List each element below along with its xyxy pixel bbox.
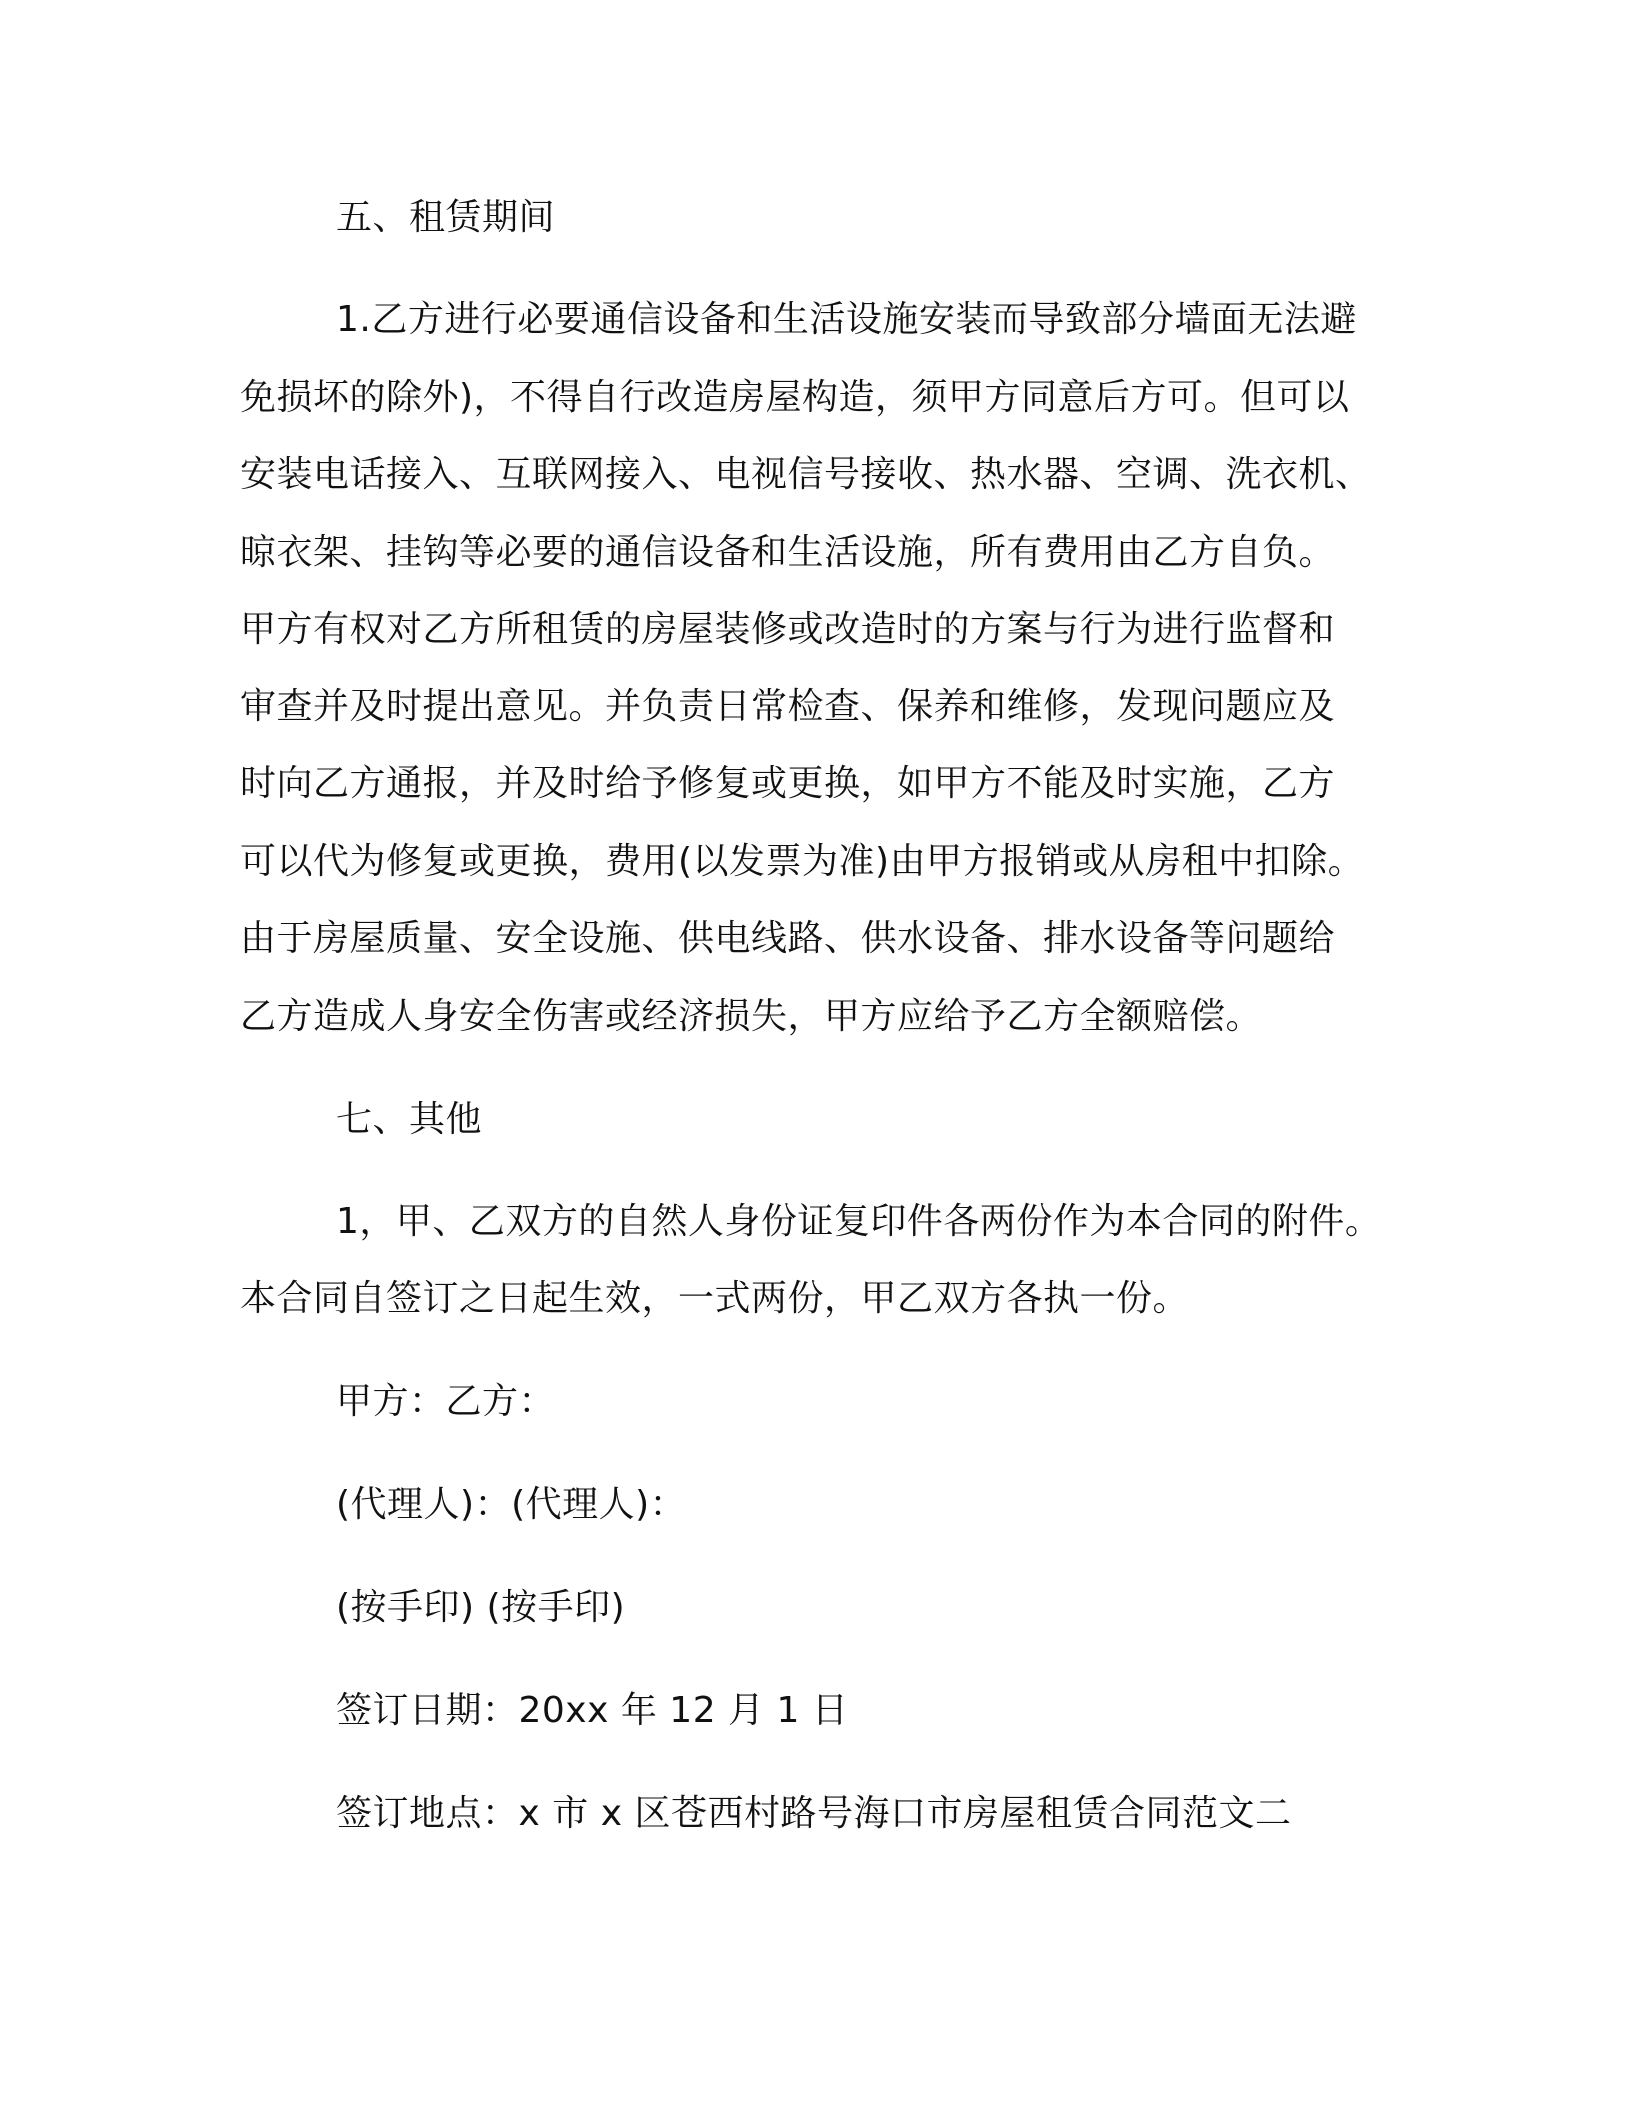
paragraph-line: 乙方造成人身安全伤害或经济损失，甲方应给予乙方全额赔偿。 — [240, 996, 1263, 1037]
paragraph-line: 本合同自签订之日起生效，一式两份，甲乙双方各执一份。 — [240, 1278, 1190, 1319]
paragraph-line: 安装电话接入、互联网接入、电视信号接收、热水器、空调、洗衣机、 — [240, 454, 1372, 495]
section-heading-rental-period: 五、租赁期间 — [336, 197, 556, 238]
signature-fingerprints: (按手印) (按手印) — [336, 1587, 626, 1628]
signing-date: 签订日期：20xx 年 12 月 1 日 — [336, 1690, 849, 1731]
signature-agents: (代理人)：(代理人)： — [336, 1484, 687, 1525]
paragraph-line: 1.乙方进行必要通信设备和生活设施安装而导致部分墙面无法避 — [336, 299, 1357, 340]
paragraph-line: 1，甲、乙双方的自然人身份证复印件各两份作为本合同的附件。 — [336, 1201, 1382, 1242]
paragraph-line: 可以代为修复或更换，费用(以发票为准)由甲方报销或从房租中扣除。 — [240, 841, 1365, 882]
signing-place: 签订地点：x 市 x 区苍西村路号海口市房屋租赁合同范文二 — [336, 1793, 1292, 1834]
signature-parties: 甲方：乙方： — [336, 1381, 556, 1422]
paragraph-line: 晾衣架、挂钩等必要的通信设备和生活设施，所有费用由乙方自负。 — [240, 532, 1336, 573]
paragraph-line: 免损坏的除外)，不得自行改造房屋构造，须甲方同意后方可。但可以 — [240, 377, 1350, 418]
paragraph-line: 由于房屋质量、安全设施、供电线路、供水设备、排水设备等问题给 — [240, 918, 1336, 959]
paragraph-line: 审查并及时提出意见。并负责日常检查、保养和维修，发现问题应及 — [240, 686, 1336, 727]
paragraph-line: 时向乙方通报，并及时给予修复或更换，如甲方不能及时实施，乙方 — [240, 763, 1336, 804]
section-heading-other: 七、其他 — [336, 1099, 483, 1140]
paragraph-line: 甲方有权对乙方所租赁的房屋装修或改造时的方案与行为进行监督和 — [240, 609, 1336, 650]
